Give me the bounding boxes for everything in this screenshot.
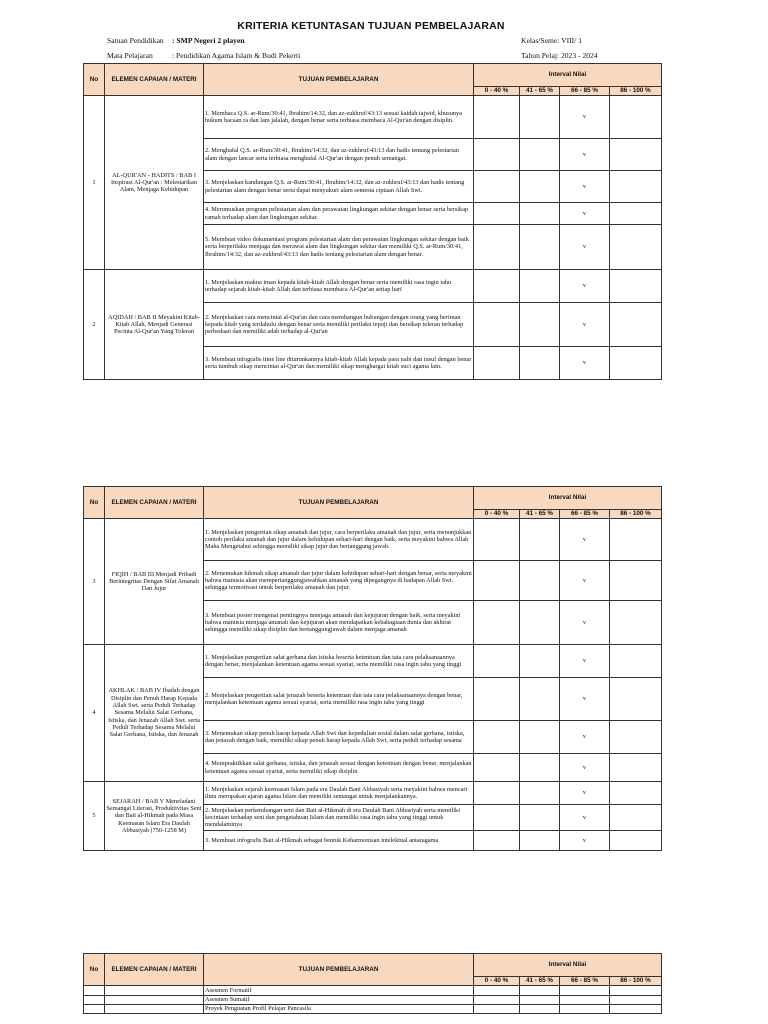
score-cell bbox=[520, 139, 560, 171]
score-cell bbox=[610, 139, 662, 171]
score-cell bbox=[560, 996, 610, 1005]
assessment-row bbox=[84, 986, 662, 996]
check-mark: v bbox=[560, 782, 610, 805]
score-cell bbox=[474, 303, 520, 347]
tujuan-cell: 5. Membuat video dokumentasi program pelestarian alam dan perawatan lingkungan sekitar dengan baik serta berperilaku menjaga dan merawat alam dan lingkungan sekitar dan memiliki Q.S. ar-Rum/30:41, Ibrahim/14:32, dan az-zukhruf/43:13 dan hadis tentang pelestarian alam dengan benar. bbox=[204, 225, 474, 270]
assessment-label: Asesmen Formatif bbox=[204, 986, 474, 996]
score-cell bbox=[520, 561, 560, 601]
tujuan-cell: 2. Menemukan hikmah sikap amanah dan jujur dalam kehidupan sehari-hari dengan benar, serta meyakini bahwa manusia akan mempertanggungjawabkan amanah yang dipegangnya di hadapan Allah Swt. sehingga termotivasi untuk berperilaku amanah dan jujur. bbox=[204, 561, 474, 601]
score-cell bbox=[474, 1005, 520, 1014]
elemen-cell: FIQIH / BAB III Menjadi Pribadi Berintegritas Dengan Sifat Amanah Dan Jujur bbox=[105, 519, 204, 645]
header-range: 86 - 100 % bbox=[610, 977, 662, 986]
assessment-row bbox=[84, 1005, 662, 1014]
check-mark: v bbox=[560, 601, 610, 645]
header-range: 0 - 40 % bbox=[474, 510, 520, 519]
row-number bbox=[84, 1005, 105, 1014]
score-cell bbox=[520, 986, 560, 996]
tujuan-cell: 4. Mempraktikkan salat gerhana, istiska, dan jenazah sesuai dengan ketentuan dengan benar, menjalankan ketentuan agama sesuai syariat, serta memiliki sikap disiplin bbox=[204, 754, 474, 782]
score-cell bbox=[520, 996, 560, 1005]
header-range: 66 - 85 % bbox=[560, 87, 610, 96]
elemen-cell: AKHLAK / BAB IV Ibadah dengan Disiplin dan Penuh Harap Kepada Allah Swt. serta Peduli Terhadap Sesama Melalui Salat Gerhana, Istiska, dan Jenazah Allah Swt. serta Peduli Terhadap Sesama Melalui Salat Gerhana, Istiska, dan Jenazah bbox=[105, 645, 204, 782]
score-cell bbox=[474, 519, 520, 561]
check-mark: v bbox=[560, 805, 610, 831]
header-elemen: ELEMEN CAPAIAN / MATERI bbox=[105, 64, 204, 96]
score-cell bbox=[560, 986, 610, 996]
score-cell bbox=[474, 996, 520, 1005]
check-mark: v bbox=[560, 347, 610, 380]
score-cell bbox=[474, 347, 520, 380]
header-range: 66 - 85 % bbox=[560, 977, 610, 986]
check-mark: v bbox=[560, 678, 610, 721]
score-cell bbox=[610, 171, 662, 203]
score-cell bbox=[610, 270, 662, 303]
assessment-label: Asesmen Sumatif bbox=[204, 996, 474, 1005]
header-range: 86 - 100 % bbox=[610, 87, 662, 96]
check-mark: v bbox=[560, 203, 610, 225]
header-no: No bbox=[84, 954, 105, 986]
tujuan-cell: 1. Menjelaskan pengertian sikap amanah dan jujur, cara berperilaku amanah dan jujur, serta menunjukkan contoh perilaku amanah dan jujur dalam kehidupan sehari-hari dengan baik, serta meyakini bahwa Allah Maha Mengetahui sehingga memiliki sikap jujur dan bertanggung jawab. bbox=[204, 519, 474, 561]
header-interval: Interval Nilai bbox=[474, 64, 662, 87]
score-cell bbox=[474, 270, 520, 303]
score-cell bbox=[610, 645, 662, 678]
check-mark: v bbox=[560, 303, 610, 347]
row-number: 2 bbox=[84, 270, 105, 380]
header-tujuan: TUJUAN PEMBELAJARAN bbox=[204, 487, 474, 519]
score-cell bbox=[474, 805, 520, 831]
tujuan-cell: 1. Menjelaskan sejarah keemasan Islam pada era Daulah Bani Abbasiyah serta meyakini bahwa mencari ilmu merupakan ajaran agama Islam dan memiliki semangat untuk menjalankannya. bbox=[204, 782, 474, 805]
score-cell bbox=[520, 601, 560, 645]
tujuan-cell: 3. Membuat infografis Bait al-Hikmah sebagai bentuk Keharmonisan intelektual antaragama bbox=[204, 831, 474, 851]
score-cell bbox=[520, 96, 560, 139]
tujuan-cell: 2. Menjelaskan pengertian salat jenazah beserta ketentuan dan tata cara pelaksanaannya dengan benar, menjalankan ketentuan agama sesuai syariat, serta memiliki rasa ingin tahu yang tinggi bbox=[204, 678, 474, 721]
check-mark: v bbox=[560, 519, 610, 561]
mapel-label: Mata Pelajaran bbox=[107, 51, 153, 60]
score-cell bbox=[520, 721, 560, 754]
table-row bbox=[84, 782, 662, 805]
header-range: 0 - 40 % bbox=[474, 87, 520, 96]
score-cell bbox=[610, 561, 662, 601]
tujuan-cell: 3. Menemukan sikap penuh harap kepada Allah Swt dan kepedulian sosial dalam salat gerhana, istiska, dan jenazah dengan baik, memiliki sikap penuh harap kepada Allah Swt, serta peduli terhadap sesama bbox=[204, 721, 474, 754]
score-cell bbox=[520, 203, 560, 225]
tujuan-cell: 3. Menjelaskan kandungan Q.S. ar-Rum/30:41, Ibrahim/14:32, dan az-zukhruf/43:13 dan hadis tentang pelestarian alam dengan benar serta dapat menyukuri alam semesta ciptaan Allah Swt. bbox=[204, 171, 474, 203]
score-cell bbox=[610, 754, 662, 782]
header-range: 0 - 40 % bbox=[474, 977, 520, 986]
row-number bbox=[84, 986, 105, 996]
row-number: 4 bbox=[84, 645, 105, 782]
score-cell bbox=[610, 96, 662, 139]
score-cell bbox=[520, 754, 560, 782]
row-number: 3 bbox=[84, 519, 105, 645]
tujuan-cell: 2. Menghafal Q.S. ar-Rum/30:41, Ibrahim/14:32, dan az-zukhruf/43:13 dan hadis tentang pelestarian alam dengan lancar serta terbiasa menghafal Al-Qur'an dengan penuh semangat. bbox=[204, 139, 474, 171]
check-mark: v bbox=[560, 831, 610, 851]
header-elemen: ELEMEN CAPAIAN / MATERI bbox=[105, 954, 204, 986]
score-cell bbox=[474, 831, 520, 851]
score-cell bbox=[610, 678, 662, 721]
check-mark: v bbox=[560, 721, 610, 754]
mapel-value: : Pendidikan Agama Islam & Budi Pekerti bbox=[172, 51, 301, 60]
check-mark: v bbox=[560, 270, 610, 303]
score-cell bbox=[520, 225, 560, 270]
score-cell bbox=[520, 1005, 560, 1014]
score-cell bbox=[610, 225, 662, 270]
elemen-cell: AL-QUR'AN - HADITS / BAB I Inspirasi Al-Qur'an : Melestarikan Alam, Menjaga Kehidupan bbox=[105, 96, 204, 270]
score-cell bbox=[610, 203, 662, 225]
assessment-label: Proyek Penguatan Profil Pelajar Pancasila bbox=[204, 1005, 474, 1014]
tujuan-cell: 2. Menjelaskan cara mencintai al-Qur'an dan cara membangun hubungan dengan orang yang beriman kepada kitab yang terdahulu dengan benar serta memiliki perilaku tepuji dan bersikap toleran terhadap perbedaan dan memiliki adab terhadap al-Qur'an bbox=[204, 303, 474, 347]
score-cell bbox=[474, 561, 520, 601]
elemen-cell bbox=[105, 1005, 204, 1014]
score-cell bbox=[474, 754, 520, 782]
header-range: 66 - 85 % bbox=[560, 510, 610, 519]
row-number bbox=[84, 996, 105, 1005]
header-no: No bbox=[84, 64, 105, 96]
score-cell bbox=[520, 831, 560, 851]
score-cell bbox=[474, 601, 520, 645]
satuan-label: Satuan Pendidikan bbox=[107, 36, 164, 45]
score-cell bbox=[610, 347, 662, 380]
score-cell bbox=[474, 645, 520, 678]
score-cell bbox=[520, 519, 560, 561]
score-cell bbox=[610, 805, 662, 831]
score-cell bbox=[474, 225, 520, 270]
header-range: 41 - 65 % bbox=[520, 977, 560, 986]
header-no: No bbox=[84, 487, 105, 519]
kelas-info: Kelas/Seme: VIII/ 1 bbox=[521, 36, 583, 45]
check-mark: v bbox=[560, 754, 610, 782]
score-cell bbox=[474, 203, 520, 225]
score-cell bbox=[610, 519, 662, 561]
score-cell bbox=[520, 303, 560, 347]
score-cell bbox=[560, 1005, 610, 1014]
score-cell bbox=[474, 171, 520, 203]
table-row bbox=[84, 645, 662, 678]
header-elemen: ELEMEN CAPAIAN / MATERI bbox=[105, 487, 204, 519]
tujuan-cell: 4. Merumuskan program pelestarian alam dan perawatan lingkungan sekitar dengan benar serta bersikap ramah terhadap alam dan lingkungan sekitar. bbox=[204, 203, 474, 225]
score-cell bbox=[520, 678, 560, 721]
check-mark: v bbox=[560, 139, 610, 171]
table-row bbox=[84, 519, 662, 561]
score-cell bbox=[610, 601, 662, 645]
assessment-row bbox=[84, 996, 662, 1005]
table-row bbox=[84, 270, 662, 303]
header-range: 41 - 65 % bbox=[520, 87, 560, 96]
score-cell bbox=[520, 805, 560, 831]
score-cell bbox=[474, 139, 520, 171]
elemen-cell bbox=[105, 996, 204, 1005]
satuan-value: : SMP Negeri 2 playen bbox=[172, 36, 245, 45]
header-interval: Interval Nilai bbox=[474, 487, 662, 510]
tujuan-cell: 1. Membaca Q.S. ar-Rum/30:41, Ibrahim/14:32, dan az-zukhruf/43:13 sesuai kaidah tajwid, khusunya hukum bacaan ra dan lam jalalah, dengan benar serta terbiasa membaca Al-Qur'an dengan disiplin. bbox=[204, 96, 474, 139]
score-cell bbox=[474, 782, 520, 805]
score-cell bbox=[520, 782, 560, 805]
elemen-cell: SEJARAH / BAB V Meneladani Semangat Literasi, Produktivitas Seni dan Bait al-Hikmah pada Masa Keemasan Islam Era Daulah Abbasiyah (750-1258 M) bbox=[105, 782, 204, 851]
score-cell bbox=[610, 986, 662, 996]
criteria-table-2 bbox=[83, 486, 662, 851]
criteria-table-3 bbox=[83, 953, 662, 1014]
score-cell bbox=[610, 782, 662, 805]
header-range: 41 - 65 % bbox=[520, 510, 560, 519]
criteria-table-1 bbox=[83, 63, 662, 380]
row-number: 1 bbox=[84, 96, 105, 270]
check-mark: v bbox=[560, 96, 610, 139]
score-cell bbox=[474, 678, 520, 721]
score-cell bbox=[474, 721, 520, 754]
check-mark: v bbox=[560, 561, 610, 601]
tujuan-cell: 1. Menjelaskan makna iman kepada kitab-kitab Allah dengan benar serta memiliki rasa ingin tahu terhadap sejarah kitab-kitab Allah dan terbiasa membaca Al-Qur'an setiap hari bbox=[204, 270, 474, 303]
score-cell bbox=[610, 831, 662, 851]
score-cell bbox=[610, 996, 662, 1005]
tahun-info: Tahun Pelaj: 2023 - 2024 bbox=[521, 51, 598, 60]
header-tujuan: TUJUAN PEMBELAJARAN bbox=[204, 64, 474, 96]
tujuan-cell: 1. Menjelaskan pengertian salat gerhana dan istiska beserta ketentuan dan tata cara pelaksanaannya dengan benar, menjalankan ketentuan agama sesuai syariat, serta memiliki rasa ingin tahu yang tinggi bbox=[204, 645, 474, 678]
score-cell bbox=[520, 645, 560, 678]
table-row bbox=[84, 96, 662, 139]
check-mark: v bbox=[560, 171, 610, 203]
row-number: 5 bbox=[84, 782, 105, 851]
header-tujuan: TUJUAN PEMBELAJARAN bbox=[204, 954, 474, 986]
tujuan-cell: 2. Menjelaskan perkembangan seni dan Bait al-Hikmah di era Daulah Bani Abbasiyah serta memiliki kecintaan terhadap seni dan pengetahuan Islam dan memiliki rasa ingin tahu yang tinggi untuk mendalaminya bbox=[204, 805, 474, 831]
score-cell bbox=[610, 721, 662, 754]
check-mark: v bbox=[560, 645, 610, 678]
header-interval: Interval Nilai bbox=[474, 954, 662, 977]
elemen-cell: AQIDAH / BAB II Meyakini Kitab-Kitab Allah, Menjadi Generasi Pecinta Al-Qur'an Yang Toleran bbox=[105, 270, 204, 380]
tujuan-cell: 3. Membuat infografis time line diturunkannya kitab-kitab Allah kepada para nabi dan rasul dengan benar serta tumbuh sikap mencintai al-Qur'an dan memiliki sikap menghargai kitab suci agama lain. bbox=[204, 347, 474, 380]
score-cell bbox=[474, 96, 520, 139]
document-title: KRITERIA KETUNTASAN TUJUAN PEMBELAJARAN bbox=[237, 20, 505, 32]
header-range: 86 - 100 % bbox=[610, 510, 662, 519]
elemen-cell bbox=[105, 986, 204, 996]
score-cell bbox=[520, 347, 560, 380]
score-cell bbox=[520, 270, 560, 303]
score-cell bbox=[610, 1005, 662, 1014]
score-cell bbox=[610, 303, 662, 347]
tujuan-cell: 3. Membuat poster mengenai pentingnya menjaga amanah dan kejujuran dengan baik, serta meyakini bahwa manusia menjaga amanah dan kejujuran akan mendapatkan kebahagiaan dunia dan akhirat sehingga memiliki sikap disiplin dan bertanggungjawab dalam menjaga amanah bbox=[204, 601, 474, 645]
check-mark: v bbox=[560, 225, 610, 270]
score-cell bbox=[474, 986, 520, 996]
score-cell bbox=[520, 171, 560, 203]
